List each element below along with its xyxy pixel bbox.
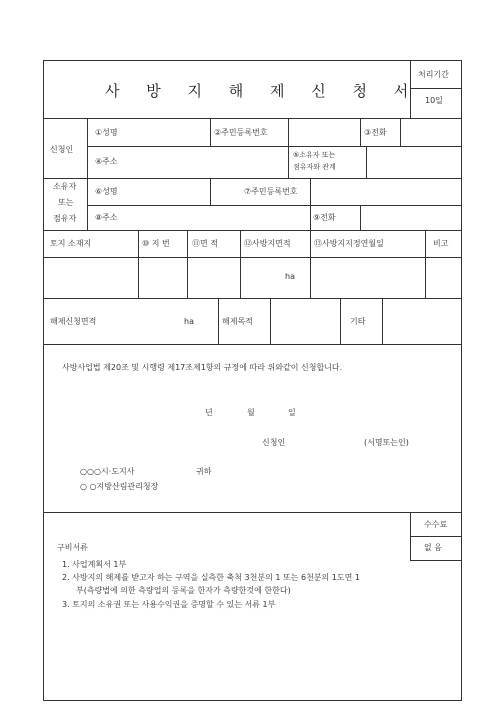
- applicant-address-field[interactable]: ④주소: [95, 157, 118, 166]
- area-header: ⑪면 적: [192, 239, 218, 248]
- land-location-header: 토지 소재지: [50, 239, 92, 248]
- signer-label: 신청인: [262, 438, 286, 447]
- lot-number-header: ⑩ 지 번: [142, 239, 170, 248]
- owner-phone-field[interactable]: ⑨전화: [313, 213, 336, 222]
- line-v-a4: [400, 118, 401, 146]
- line-v-b1: [288, 146, 289, 178]
- line-v-f2: [270, 298, 271, 344]
- cancel-purpose-label: 해제목적: [222, 317, 253, 326]
- line-fee: [410, 536, 462, 537]
- recipient-1: ○○○시·도지사: [80, 467, 135, 476]
- statement-text: 사방사업법 제20조 및 시행령 제17조제1항의 규정에 따라 위와같이 신청합니다.: [62, 363, 343, 372]
- erosion-date-header: ⑬사방지지정연월일: [314, 239, 384, 248]
- signature-note: (서명또는인): [364, 438, 409, 447]
- applicant-name-field[interactable]: ①성명: [95, 128, 118, 137]
- relation-label-1: ⑤소유자 또는: [293, 151, 336, 159]
- line-v-c2: [310, 178, 311, 205]
- line-v-f4: [382, 298, 383, 344]
- applicant-rrn-field[interactable]: ②주민등록번호: [214, 128, 268, 137]
- applicant-phone-field[interactable]: ③전화: [364, 128, 387, 137]
- fee-label: 수수료: [424, 520, 448, 529]
- cancel-area-unit: ha: [184, 317, 194, 326]
- line-v-f3: [340, 298, 341, 344]
- line-v-d2: [360, 205, 361, 230]
- line-h6: [43, 257, 462, 258]
- docs-label: 구비서류: [57, 543, 88, 552]
- doc-item-3: 3. 토지의 소유권 또는 사용수익권을 증명할 수 있는 서류 1부: [62, 600, 276, 609]
- doc-item-2a: 2. 사방지의 해제를 받고자 하는 구역을 실측한 축척 3천분의 1 또는 6천분의 1도면 1: [62, 573, 360, 582]
- date-year: 년: [205, 408, 213, 417]
- processing-value: 10일: [425, 96, 443, 105]
- owner-label-3: 점유자: [53, 214, 77, 223]
- owner-rrn-field[interactable]: ⑦주민등록번호: [244, 187, 298, 196]
- erosion-area-unit: ha: [285, 272, 295, 281]
- line-v-a1: [210, 118, 211, 146]
- form-title: 사 방 지 해 제 신 청 서: [105, 82, 420, 100]
- title-divider: [410, 60, 411, 118]
- doc-item-1: 1. 사업계획서 1부: [62, 560, 127, 569]
- line-h2: [87, 146, 462, 147]
- owner-name-field[interactable]: ⑥성명: [95, 187, 118, 196]
- line-v-a3: [360, 118, 361, 146]
- date-month: 월: [247, 408, 255, 417]
- processing-label: 처리기간: [418, 70, 449, 79]
- processing-divider: [410, 88, 462, 89]
- line-v-f1: [218, 298, 219, 344]
- erosion-area-header: ⑫사방지면적: [244, 239, 291, 248]
- line-h7: [43, 298, 462, 299]
- line-v-fee: [410, 512, 411, 560]
- applicant-label: 신청인: [50, 145, 74, 154]
- line-v-e4: [310, 230, 311, 298]
- line-h8: [43, 344, 462, 345]
- line-v-c1: [210, 178, 211, 205]
- remarks-header: 비고: [433, 239, 449, 248]
- other-label: 기타: [350, 317, 366, 326]
- line-h4: [87, 205, 462, 206]
- line-fee-bottom: [410, 560, 462, 561]
- owner-label-1: 소유자: [53, 182, 77, 191]
- doc-item-2b: 부(측량법에 의한 측량업의 등록을 한자가 측량한것에 한한다): [76, 586, 291, 595]
- recipient-2: ○ ○지방산림관리청장: [80, 482, 159, 491]
- owner-label-2: 또는: [58, 198, 74, 207]
- cancel-area-label: 해제신청면적: [50, 317, 97, 326]
- line-h5: [43, 230, 462, 231]
- line-v-e5: [425, 230, 426, 298]
- line-v-e1: [138, 230, 139, 298]
- relation-label-2: 점유자와 관계: [293, 163, 336, 171]
- line-v-label: [87, 118, 88, 230]
- line-v-a2: [288, 118, 289, 146]
- line-h3: [43, 178, 462, 179]
- date-day: 일: [288, 408, 296, 417]
- line-v-e2: [187, 230, 188, 298]
- owner-address-field[interactable]: ⑧주소: [95, 213, 118, 222]
- line-h9: [43, 512, 462, 513]
- recipient-suffix: 귀하: [196, 467, 212, 476]
- line-v-e3: [240, 230, 241, 298]
- line-v-b2: [366, 146, 367, 178]
- fee-value: 없 음: [424, 543, 442, 552]
- line-v-d1: [310, 205, 311, 230]
